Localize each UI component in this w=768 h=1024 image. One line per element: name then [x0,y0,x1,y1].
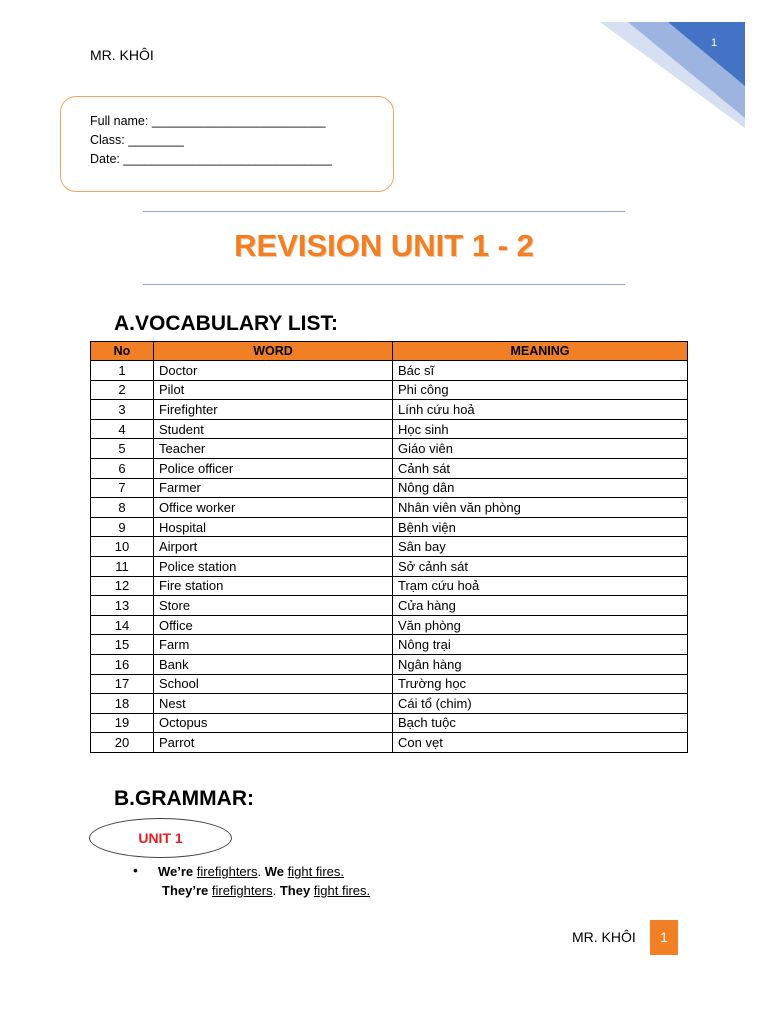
cell-word: Pilot [154,380,393,400]
page-title: REVISION UNIT 1 - 2 [234,228,534,263]
cell-meaning: Cái tổ (chim) [393,694,688,714]
cell-word: Farmer [154,478,393,498]
unit-1-label: UNIT 1 [89,818,232,858]
cell-meaning: Bạch tuộc [393,713,688,733]
table-row [91,596,688,616]
cell-word: Farm [154,635,393,655]
cell-word: Police station [154,556,393,576]
cell-no: 8 [91,498,154,518]
footer-page-number: 1 [650,920,678,955]
cell-word: Office [154,615,393,635]
full-name-field[interactable]: Full name: _________________________ [90,114,326,128]
table-row [91,361,688,381]
cell-no: 14 [91,615,154,635]
cell-no: 2 [91,380,154,400]
table-row [91,537,688,557]
cell-no: 10 [91,537,154,557]
cell-word: Store [154,596,393,616]
cell-word: Octopus [154,713,393,733]
header-no: No [91,342,154,361]
cell-word: Doctor [154,361,393,381]
cell-meaning: Ngân hàng [393,654,688,674]
table-row [91,556,688,576]
section-a-heading: A.VOCABULARY LIST: [114,312,339,335]
grammar-1-noun: firefighters [196,864,258,879]
bullet-icon: • [133,862,138,878]
cell-meaning: Học sinh [393,419,688,439]
table-row [91,654,688,674]
grammar-2-noun: firefighters [211,883,273,898]
cell-meaning: Lính cứu hoả [393,400,688,420]
cell-meaning: Nông dân [393,478,688,498]
footer-author: MR. KHÔI [572,929,636,945]
table-row [91,694,688,714]
cell-meaning: Cửa hàng [393,596,688,616]
cell-no: 6 [91,458,154,478]
grammar-1-period: . [257,864,262,879]
cell-meaning: Văn phòng [393,615,688,635]
table-row [91,400,688,420]
grammar-2-period: . [272,883,277,898]
cell-word: Police officer [154,458,393,478]
cell-word: Firefighter [154,400,393,420]
header-word: WORD [154,342,393,361]
date-field[interactable]: Date: ______________________________ [90,152,332,166]
title-rule-bottom [143,284,625,285]
vocabulary-table [90,341,688,753]
grammar-1-pronoun: We’re [158,864,194,879]
cell-meaning: Nông trại [393,635,688,655]
cell-no: 3 [91,400,154,420]
table-row [91,674,688,694]
cell-no: 5 [91,439,154,459]
table-row [91,635,688,655]
cell-no: 20 [91,733,154,753]
cell-meaning: Trạm cứu hoả [393,576,688,596]
grammar-example-1 [158,864,344,879]
cell-meaning: Bác sĩ [393,361,688,381]
table-row [91,458,688,478]
header-meaning: MEANING [393,342,688,361]
cell-no: 13 [91,596,154,616]
cell-word: Bank [154,654,393,674]
table-row [91,419,688,439]
cell-meaning: Sở cảnh sát [393,556,688,576]
table-row [91,713,688,733]
grammar-example-2 [162,883,370,898]
cell-word: School [154,674,393,694]
cell-no: 11 [91,556,154,576]
cell-no: 4 [91,419,154,439]
grammar-2-verb-phrase: fight fires. [313,883,371,898]
corner-decoration [600,22,745,128]
table-row [91,439,688,459]
cell-word: Hospital [154,517,393,537]
cell-meaning: Con vẹt [393,733,688,753]
cell-word: Office worker [154,498,393,518]
cell-no: 9 [91,517,154,537]
cell-meaning: Giáo viên [393,439,688,459]
cell-meaning: Bệnh viện [393,517,688,537]
cell-no: 7 [91,478,154,498]
table-row [91,498,688,518]
grammar-1-subject: We [264,864,285,879]
class-field[interactable]: Class: ________ [90,133,184,147]
table-row [91,380,688,400]
cell-meaning: Trường học [393,674,688,694]
table-header-row [91,342,688,361]
cell-word: Teacher [154,439,393,459]
header-page-number: 1 [711,37,718,49]
cell-meaning: Phi công [393,380,688,400]
cell-no: 17 [91,674,154,694]
cell-word: Student [154,419,393,439]
cell-no: 19 [91,713,154,733]
cell-no: 18 [91,694,154,714]
cell-no: 1 [91,361,154,381]
table-row [91,478,688,498]
cell-no: 16 [91,654,154,674]
cell-word: Airport [154,537,393,557]
table-row [91,576,688,596]
cell-meaning: Sân bay [393,537,688,557]
title-rule-top [143,211,625,212]
cell-word: Nest [154,694,393,714]
cell-word: Parrot [154,733,393,753]
header-author: MR. KHÔI [90,47,154,63]
cell-no: 15 [91,635,154,655]
cell-meaning: Cảnh sát [393,458,688,478]
grammar-2-pronoun: They’re [162,883,209,898]
table-row [91,615,688,635]
cell-meaning: Nhân viên văn phòng [393,498,688,518]
cell-no: 12 [91,576,154,596]
table-row [91,733,688,753]
table-row [91,517,688,537]
cell-word: Fire station [154,576,393,596]
grammar-2-subject: They [279,883,311,898]
grammar-1-verb-phrase: fight fires. [287,864,344,879]
section-b-heading: B.GRAMMAR: [114,787,254,810]
